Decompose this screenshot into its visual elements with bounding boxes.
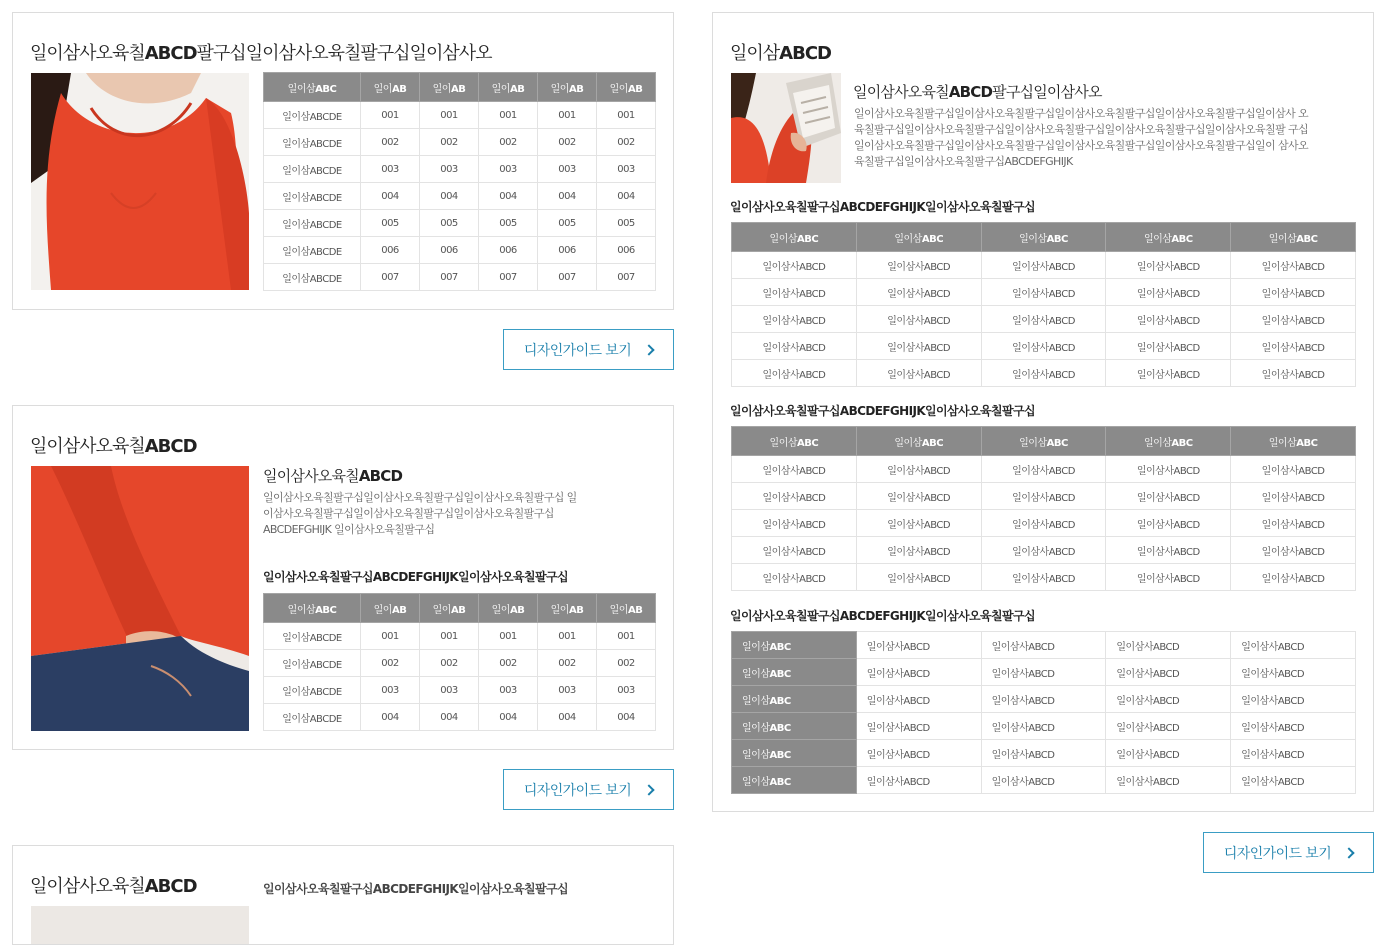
table-cell: 002: [597, 129, 656, 156]
table-cell: 일이삼사ABCD: [732, 333, 857, 360]
table-cell: 일이삼사ABCD: [732, 279, 857, 306]
table-row: [732, 537, 1356, 564]
row-header: 일이삼ABC: [732, 713, 857, 740]
table-cell: 일이삼사ABCD: [1106, 686, 1231, 713]
table-title: 일이삼사오육칠팔구십ABCDEFGHIJK일이삼사오육칠팔구십: [730, 404, 1035, 418]
table-cell: 003: [479, 156, 538, 183]
table-row: [732, 483, 1356, 510]
table-row: [732, 279, 1356, 306]
table-cell: 일이삼사ABCD: [981, 686, 1106, 713]
table-cell: 일이삼사ABCD: [1106, 510, 1231, 537]
item-description: 일이삼사오육칠팔구십일이삼사오육칠팔구십일이삼사오육칠팔구십일이삼사오육칠팔구십일이삼사 오육칠팔구십일이삼사오육칠팔구십일이삼사오육칠팔구십일이삼사오육칠팔구십일이삼사오육칠팔 구십일이삼사오육칠팔구십일이삼사오육칠팔구십일이삼사오육칠팔구십일이삼사오육칠팔구십일이 삼사오육칠팔구십일이삼사오육칠팔구십ABCDEFGHIJK: [854, 107, 1309, 168]
table-row: [732, 306, 1356, 333]
table-cell: 002: [538, 650, 597, 677]
table-cell: 일이삼사ABCD: [732, 537, 857, 564]
item-title: 일이삼사오육칠ABCD: [263, 467, 403, 485]
table-cell: 007: [361, 264, 420, 291]
table-cell: 일이삼사ABCD: [1106, 483, 1231, 510]
table-row: [732, 767, 1356, 794]
table-cell: 일이삼사ABCD: [732, 252, 857, 279]
design-guide-button-label: 디자인가이드 보기: [523, 782, 632, 799]
product-photo-woman-red-top: [31, 73, 249, 290]
design-guide-button[interactable]: [503, 769, 674, 810]
table-cell: 일이삼사ABCD: [981, 767, 1106, 794]
table-cell: 일이삼사ABCD: [856, 252, 981, 279]
table-cell: 일이삼사ABCD: [981, 333, 1106, 360]
table-cell: 일이삼사ABCD: [981, 659, 1106, 686]
table-cell: 004: [538, 183, 597, 210]
table-cell: 일이삼사ABCD: [981, 252, 1106, 279]
product-photo: [31, 906, 249, 945]
table-row: [732, 510, 1356, 537]
table-cell: 일이삼사ABCD: [856, 306, 981, 333]
table-cell: 005: [479, 210, 538, 237]
table-cell: 006: [479, 237, 538, 264]
table-row: [732, 740, 1356, 767]
table-row: [264, 704, 656, 731]
table-cell: 일이삼사ABCD: [1231, 333, 1356, 360]
table-cell: 002: [420, 129, 479, 156]
table-cell: 004: [361, 704, 420, 731]
table-cell: 002: [479, 650, 538, 677]
product-photo-red-sleeve: [31, 466, 249, 731]
table-cell: 001: [420, 102, 479, 129]
column-header: 일이AB: [597, 594, 656, 623]
table-cell: 001: [538, 102, 597, 129]
table-cell: 004: [597, 183, 656, 210]
table-cell: 일이삼ABCDE: [264, 264, 361, 291]
table-cell: 일이삼사ABCD: [856, 360, 981, 387]
table-cell: 002: [361, 129, 420, 156]
column-header: 일이삼ABC: [981, 223, 1106, 252]
table-cell: 일이삼ABCDE: [264, 129, 361, 156]
table-cell: 003: [361, 156, 420, 183]
table-cell: 일이삼사ABCD: [1231, 713, 1356, 740]
table-cell: 일이삼사ABCD: [1231, 456, 1356, 483]
table-cell: 006: [538, 237, 597, 264]
table-cell: 일이삼사ABCD: [1106, 279, 1231, 306]
table-cell: 004: [479, 704, 538, 731]
table-row: [264, 156, 656, 183]
table-row: [264, 264, 656, 291]
table-row: [732, 659, 1356, 686]
table-cell: 007: [538, 264, 597, 291]
table-cell: 일이삼사ABCD: [981, 713, 1106, 740]
table-cell: 일이삼사ABCD: [981, 740, 1106, 767]
column-header: 일이AB: [420, 73, 479, 102]
table-cell: 일이삼사ABCD: [1231, 564, 1356, 591]
table-cell: 002: [479, 129, 538, 156]
table-cell: 일이삼사ABCD: [732, 483, 857, 510]
table-cell: 001: [479, 102, 538, 129]
table-cell: 일이삼사ABCD: [856, 564, 981, 591]
table-cell: 일이삼사ABCD: [856, 456, 981, 483]
table-cell: 일이삼ABCDE: [264, 237, 361, 264]
chevron-right-icon: [1343, 847, 1354, 858]
column-header: 일이AB: [597, 73, 656, 102]
table-title: 일이삼사오육칠팔구십ABCDEFGHIJK일이삼사오육칠팔구십: [263, 570, 568, 584]
table-header-row: [732, 223, 1356, 252]
table-cell: 일이삼사ABCD: [856, 333, 981, 360]
table-cell: 일이삼사ABCD: [1231, 686, 1356, 713]
row-header: 일이삼ABC: [732, 659, 857, 686]
table-cell: 007: [479, 264, 538, 291]
table-cell: 일이삼사ABCD: [981, 510, 1106, 537]
table-cell: 일이삼사ABCD: [1231, 767, 1356, 794]
table-cell: 일이삼사ABCD: [1106, 713, 1231, 740]
table-cell: 일이삼사ABCD: [1106, 252, 1231, 279]
column-header: 일이삼ABC: [856, 223, 981, 252]
table-cell: 일이삼사ABCD: [856, 686, 981, 713]
table-cell: 일이삼사ABCD: [1231, 306, 1356, 333]
table-cell: 일이삼사ABCD: [856, 279, 981, 306]
column-header: 일이삼ABC: [1231, 427, 1356, 456]
table-cell: 003: [597, 156, 656, 183]
table-row: [732, 632, 1356, 659]
table-cell: 004: [361, 183, 420, 210]
table-row: [732, 360, 1356, 387]
table-cell: 002: [361, 650, 420, 677]
table-cell: 일이삼사ABCD: [856, 767, 981, 794]
table-cell: 005: [420, 210, 479, 237]
table-cell: 일이삼사ABCD: [732, 510, 857, 537]
table-row: [732, 713, 1356, 740]
column-header: 일이삼ABC: [856, 427, 981, 456]
table-cell: 일이삼사ABCD: [1231, 360, 1356, 387]
table-row: [264, 237, 656, 264]
table-cell: 004: [597, 704, 656, 731]
table-cell: 일이삼사ABCD: [981, 537, 1106, 564]
card-title: 일이삼사오육칠ABCD: [30, 436, 197, 457]
table-cell: 일이삼사ABCD: [981, 306, 1106, 333]
table-cell: 일이삼ABCDE: [264, 650, 361, 677]
table-cell: 일이삼사ABCD: [856, 713, 981, 740]
table-cell: 005: [597, 210, 656, 237]
table-cell: 004: [420, 183, 479, 210]
table-cell: 006: [597, 237, 656, 264]
table-cell: 001: [597, 102, 656, 129]
table-cell: 004: [420, 704, 479, 731]
design-guide-button[interactable]: [1203, 832, 1374, 873]
column-header: 일이삼ABC: [264, 73, 361, 102]
table-cell: 일이삼사ABCD: [856, 659, 981, 686]
product-photo-woman-reading: [731, 73, 841, 183]
table-cell: 일이삼사ABCD: [732, 306, 857, 333]
table-cell: 일이삼사ABCD: [1106, 659, 1231, 686]
table-row: [732, 456, 1356, 483]
table-cell: 005: [538, 210, 597, 237]
table-cell: 일이삼사ABCD: [1231, 740, 1356, 767]
table-cell: 일이삼사ABCD: [732, 564, 857, 591]
table-row: [264, 677, 656, 704]
spec-table: [263, 72, 656, 291]
table-cell: 005: [361, 210, 420, 237]
table-cell: 일이삼사ABCD: [732, 456, 857, 483]
table-cell: 일이삼ABCDE: [264, 623, 361, 650]
table-cell: 일이삼사ABCD: [856, 632, 981, 659]
item-description: 일이삼사오육칠팔구십일이삼사오육칠팔구십일이삼사오육칠팔구십 일이삼사오육칠팔구십일이삼사오육칠팔구십일이삼사오육칠팔구십 ABCDEFGHIJK 일이삼사오육칠팔구십: [263, 491, 577, 536]
table-row: [732, 252, 1356, 279]
table-cell: 일이삼사ABCD: [981, 360, 1106, 387]
column-header: 일이AB: [538, 73, 597, 102]
chevron-right-icon: [643, 784, 654, 795]
table-title: 일이삼사오육칠팔구십ABCDEFGHIJK일이삼사오육칠팔구십: [730, 609, 1035, 623]
table-cell: 004: [479, 183, 538, 210]
column-header: 일이AB: [420, 594, 479, 623]
table-cell: 일이삼ABCDE: [264, 210, 361, 237]
design-guide-button-label: 디자인가이드 보기: [523, 342, 632, 359]
chevron-right-icon: [643, 344, 654, 355]
table-cell: 일이삼사ABCD: [981, 483, 1106, 510]
row-header: 일이삼ABC: [732, 686, 857, 713]
table-cell: 일이삼사ABCD: [1106, 360, 1231, 387]
table-cell: 001: [420, 623, 479, 650]
table-cell: 일이삼사ABCD: [856, 483, 981, 510]
table-cell: 001: [597, 623, 656, 650]
table-cell: 일이삼ABCDE: [264, 183, 361, 210]
item-title: 일이삼사오육칠ABCD팔구십일이삼사오: [853, 83, 1102, 101]
column-header: 일이삼ABC: [981, 427, 1106, 456]
product-card-2: [12, 405, 674, 750]
table-cell: 002: [538, 129, 597, 156]
column-header: 일이삼ABC: [264, 594, 361, 623]
table-cell: 일이삼사ABCD: [1231, 510, 1356, 537]
spec-table: [731, 222, 1356, 387]
table-cell: 일이삼사ABCD: [1231, 279, 1356, 306]
table-cell: 003: [538, 156, 597, 183]
table-cell: 003: [361, 677, 420, 704]
table-cell: 003: [538, 677, 597, 704]
table-cell: 007: [597, 264, 656, 291]
table-header-row: [264, 73, 656, 102]
table-cell: 002: [420, 650, 479, 677]
table-cell: 일이삼사ABCD: [1106, 767, 1231, 794]
table-cell: 일이삼사ABCD: [981, 456, 1106, 483]
table-cell: 일이삼사ABCD: [1231, 537, 1356, 564]
table-cell: 일이삼사ABCD: [981, 279, 1106, 306]
table-cell: 001: [361, 102, 420, 129]
column-header: 일이삼ABC: [1106, 223, 1231, 252]
row-header: 일이삼ABC: [732, 740, 857, 767]
table-row: [264, 650, 656, 677]
row-header: 일이삼ABC: [732, 632, 857, 659]
column-header: 일이삼ABC: [732, 223, 857, 252]
table-cell: 003: [479, 677, 538, 704]
table-header-row: [732, 427, 1356, 456]
table-cell: 일이삼사ABCD: [1231, 659, 1356, 686]
table-cell: 일이삼사ABCD: [856, 510, 981, 537]
table-cell: 002: [597, 650, 656, 677]
table-cell: 일이삼ABCDE: [264, 156, 361, 183]
table-cell: 일이삼사ABCD: [1106, 740, 1231, 767]
table-row: [732, 564, 1356, 591]
table-cell: 일이삼사ABCD: [1231, 252, 1356, 279]
table-cell: 일이삼ABCDE: [264, 677, 361, 704]
design-guide-button-label: 디자인가이드 보기: [1223, 845, 1332, 862]
table-cell: 001: [479, 623, 538, 650]
table-row: [264, 129, 656, 156]
table-cell: 일이삼사ABCD: [1106, 333, 1231, 360]
table-cell: 003: [420, 677, 479, 704]
table-cell: 일이삼사ABCD: [1106, 632, 1231, 659]
table-cell: 일이삼사ABCD: [1106, 306, 1231, 333]
card-title: 일이삼ABCD: [730, 43, 831, 64]
table-cell: 일이삼사ABCD: [856, 740, 981, 767]
column-header: 일이삼ABC: [1231, 223, 1356, 252]
table-cell: 일이삼사ABCD: [732, 360, 857, 387]
column-header: 일이삼ABC: [1106, 427, 1231, 456]
table-cell: 일이삼ABCDE: [264, 102, 361, 129]
spec-table-row-headers: [731, 631, 1356, 794]
table-cell: 003: [597, 677, 656, 704]
table-cell: 일이삼사ABCD: [981, 632, 1106, 659]
table-cell: 일이삼사ABCD: [1231, 632, 1356, 659]
column-header: 일이AB: [538, 594, 597, 623]
table-row: [264, 183, 656, 210]
table-cell: 일이삼사ABCD: [1231, 483, 1356, 510]
card-title: 일이삼사오육칠ABCD팔구십일이삼사오육칠팔구십일이삼사오: [30, 43, 492, 64]
table-cell: 001: [538, 623, 597, 650]
product-card-1: [12, 12, 674, 310]
table-cell: 일이삼사ABCD: [856, 537, 981, 564]
table-row: [732, 333, 1356, 360]
table-cell: 007: [420, 264, 479, 291]
design-guide-button[interactable]: [503, 329, 674, 370]
table-cell: 004: [538, 704, 597, 731]
table-row: [264, 102, 656, 129]
spec-table: [263, 593, 656, 731]
column-header: 일이AB: [361, 73, 420, 102]
table-cell: 006: [361, 237, 420, 264]
table-header-row: [264, 594, 656, 623]
table-cell: 일이삼사ABCD: [1106, 456, 1231, 483]
table-cell: 일이삼사ABCD: [981, 564, 1106, 591]
table-row: [264, 623, 656, 650]
table-cell: 003: [420, 156, 479, 183]
column-header: 일이AB: [479, 73, 538, 102]
table-cell: 006: [420, 237, 479, 264]
table-cell: 일이삼사ABCD: [1106, 537, 1231, 564]
table-cell: 일이삼사ABCD: [1106, 564, 1231, 591]
table-cell: 001: [361, 623, 420, 650]
product-card-3: [12, 845, 674, 945]
card-title: 일이삼사오육칠ABCD: [30, 876, 197, 897]
table-row: [264, 210, 656, 237]
spec-table: [731, 426, 1356, 591]
table-row: [732, 686, 1356, 713]
column-header: 일이삼ABC: [732, 427, 857, 456]
column-header: 일이AB: [479, 594, 538, 623]
column-header: 일이AB: [361, 594, 420, 623]
product-card-4: [712, 12, 1374, 812]
table-title: 일이삼사오육칠팔구십ABCDEFGHIJK일이삼사오육칠팔구십: [263, 882, 568, 896]
table-cell: 일이삼ABCDE: [264, 704, 361, 731]
row-header: 일이삼ABC: [732, 767, 857, 794]
table-title: 일이삼사오육칠팔구십ABCDEFGHIJK일이삼사오육칠팔구십: [730, 200, 1035, 214]
